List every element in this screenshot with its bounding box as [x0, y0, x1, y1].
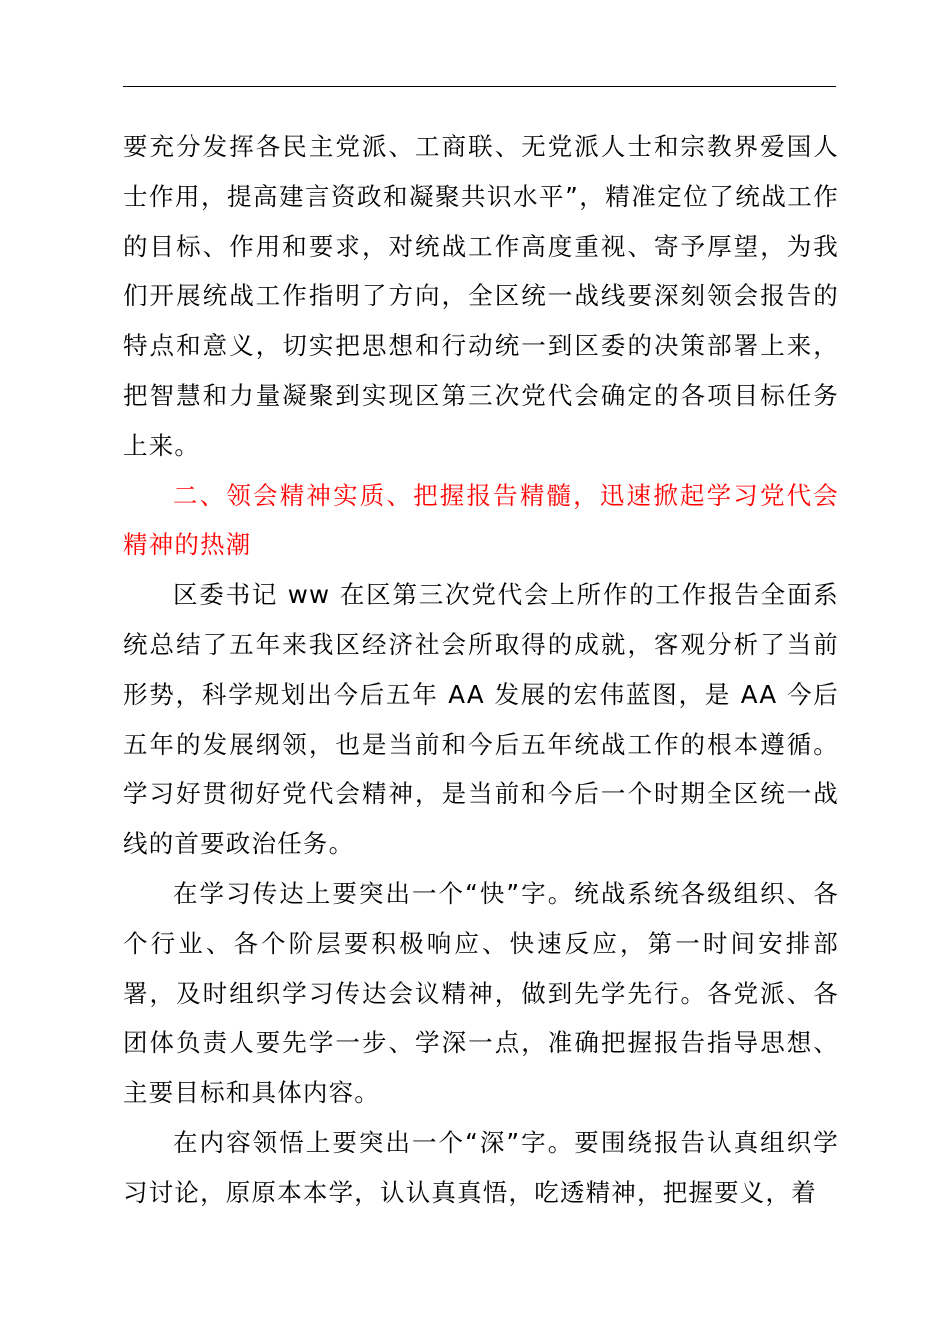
paragraph-quick-study: 在学习传达上要突出一个“快”字。统战系统各级组织、各个行业、各个阶层要积极响应、快速反应，第一时间安排部署，及时组织学习传达会议精神，做到先学先行。各党派、各团体负责人要先学一步、学深一点，准确把握报告指导思想、主要目标和具体内容。: [123, 878, 839, 1108]
header-rule: [123, 86, 836, 87]
document-body: [123, 122, 839, 1218]
section-heading-2: 二、领会精神实质、把握报告精髓，迅速掀起学习党代会精神的热潮: [123, 480, 839, 560]
paragraph-report-summary: 区委书记 ww 在区第三次党代会上所作的工作报告全面系统总结了五年来我区经济社会所取得的成就，客观分析了当前形势，科学规划出今后五年 AA 发展的宏伟蓝图，是 AA 今后五年的发展纲领，也是当前和今后五年统战工作的根本遵循。学习好贯彻好党代会精神，是当前和今后一个时期全区统一战线的首要政治任务。: [123, 580, 839, 859]
paragraph-continued: 要充分发挥各民主党派、工商联、无党派人士和宗教界爱国人士作用，提高建言资政和凝聚共识水平”，精准定位了统战工作的目标、作用和要求，对统战工作高度重视、寄予厚望，为我们开展统战工作指明了方向，全区统一战线要深刻领会报告的特点和意义，切实把思想和行动统一到区委的决策部署上来，把智慧和力量凝聚到实现区第三次党代会确定的各项目标任务上来。: [123, 132, 839, 460]
paragraph-deep-understanding: 在内容领悟上要突出一个“深”字。要围绕报告认真组织学习讨论，原原本本学，认认真真悟，吃透精神，把握要义，着: [123, 1127, 839, 1207]
